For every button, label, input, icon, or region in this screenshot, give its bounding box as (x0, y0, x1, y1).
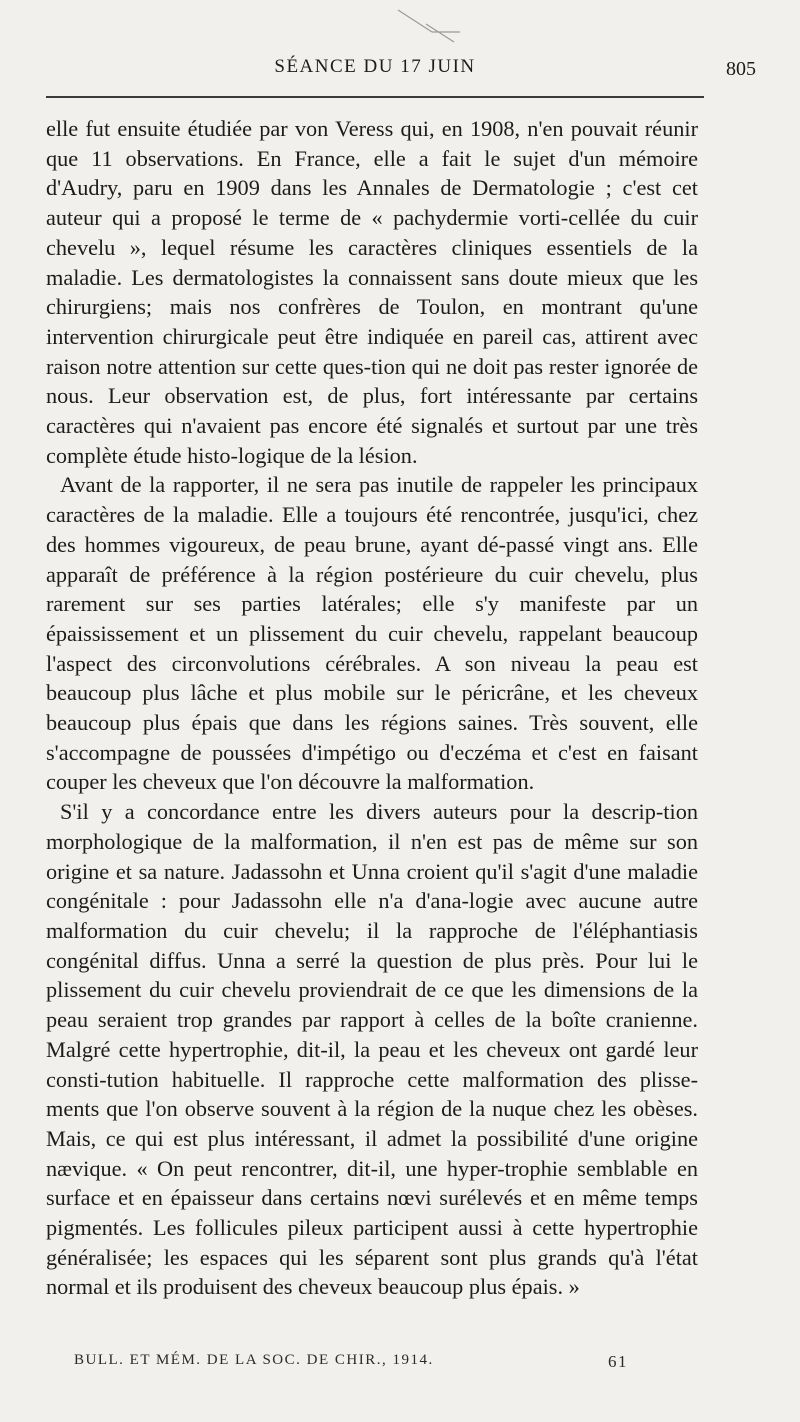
page-header (46, 56, 756, 86)
paragraph-1: elle fut ensuite étudiée par von Veress qui, en 1908, n'en pouvait réunir que 11 observations. En France, elle a fait le sujet d'un mémoire d'Audry, paru en 1909 dans les Annales de Dermatologie ; c'est cet auteur qui a proposé le terme de « pachydermie vorti-cellée du cuir chevelu », lequel résume les caractères cliniques essentiels de la maladie. Les dermatologistes la connaissent sans doute mieux que les chirurgiens; mais nos confrères de Toulon, en montrant qu'une intervention chirurgicale peut être indiquée en pareil cas, attirent avec raison notre attention sur cette ques-tion qui ne doit pas rester ignorée de nous. Leur observation est, de plus, fort intéressante par certains caractères qui n'avaient pas encore été signalés et surtout par une très complète étude histo-logique de la lésion. (46, 116, 698, 468)
body-text (46, 114, 698, 1302)
signature-mark: 61 (608, 1352, 628, 1371)
paragraph-2: Avant de la rapporter, il ne sera pas inutile de rappeler les principaux caractères de la maladie. Elle a toujours été rencontrée, jusqu'ici, chez des hommes vigoureux, de peau brune, ayant dé-passé vingt ans. Elle apparaît de préférence à la région postérieure du cuir chevelu, plus rarement sur ses parties latérales; elle s'y manifeste par un épaississement et un plissement du cuir chevelu, rappelant beaucoup l'aspect des circonvolutions cérébrales. A son niveau la peau est beaucoup plus lâche et plus mobile sur le péricrâne, et les cheveux beaucoup plus épais que dans les régions saines. Très souvent, elle s'accompagne de poussées d'impétigo ou d'eczéma et c'est en faisant couper les cheveux que l'on découvre la malformation. (46, 472, 698, 795)
page-number: 805 (726, 58, 756, 80)
running-title: SÉANCE DU 17 JUIN (274, 56, 476, 77)
paragraph-3: S'il y a concordance entre les divers auteurs pour la descrip-tion morphologique de la malformation, il n'en est pas de même sur son origine et sa nature. Jadassohn et Unna croient qu'il s'agit d'une maladie congénitale : pour Jadassohn elle n'a d'ana-logie avec aucune autre malformation du cuir chevelu; il la rapproche de l'éléphantiasis congénital diffus. Unna a serré la question de plus près. Pour lui le plissement du cuir chevelu proviendrait de ce que les dimensions de la peau seraient trop grandes par rapport à celles de la boîte cranienne. Malgré cette hypertrophie, dit-il, la peau et les cheveux ont gardé leur consti-tution habituelle. Il rapproche cette malformation des plisse-ments que l'on observe souvent à la région de la nuque chez les obèses. Mais, ce qui est plus intéressant, il admet la possibilité d'une origine nævique. « On peut rencontrer, dit-il, une hyper-trophie semblable en surface et en épaisseur dans certains nœvi surélevés et en même temps pigmentés. Les follicules pileux participent aussi à cette hypertrophie généralisée; les espaces qui les séparent sont plus grands qu'à l'état normal et ils produisent des cheveux beaucoup plus épais. » (46, 799, 698, 1300)
header-rule (46, 96, 704, 98)
journal-reference: BULL. ET MÉM. DE LA SOC. DE CHIR., 1914. (74, 1352, 434, 1368)
pencil-mark-icon (392, 2, 472, 48)
page-footer (46, 1352, 706, 1376)
